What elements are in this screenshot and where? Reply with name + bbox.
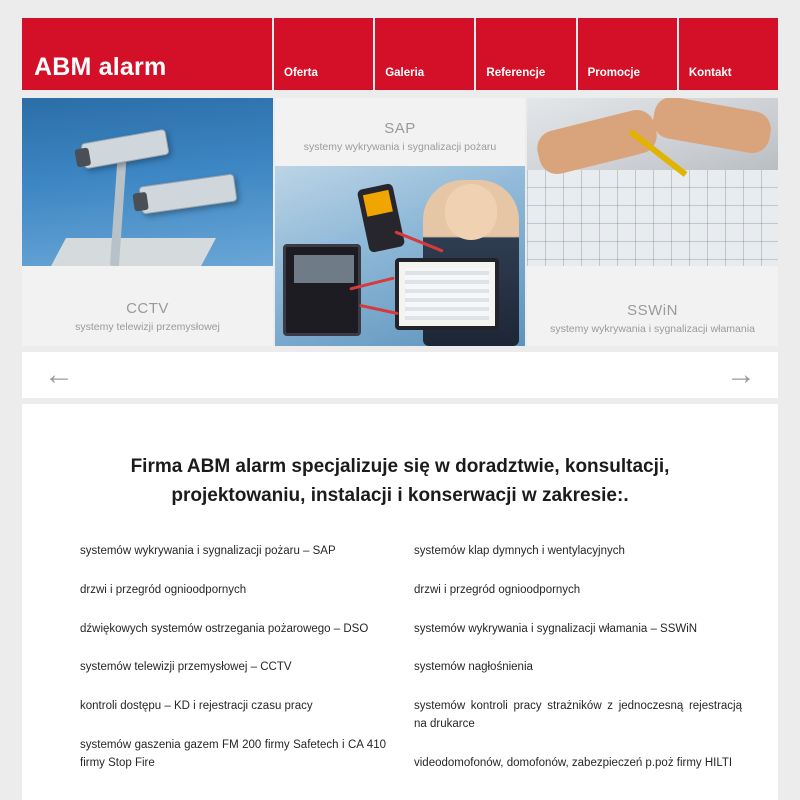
slide-title: SAP	[384, 120, 416, 137]
engineers-blueprint-image	[527, 98, 778, 266]
slide-sswin[interactable]	[527, 98, 778, 346]
nav-label: Oferta	[284, 67, 318, 79]
camera-lens-icon	[74, 147, 91, 167]
main-navigation	[274, 18, 778, 90]
cctv-cameras-image	[22, 98, 273, 266]
hero-slider	[22, 98, 778, 346]
slide-subtitle: systemy wykrywania i sygnalizacji włamania	[550, 322, 755, 335]
list-item: drzwi i przegród ognioodpornych	[414, 583, 581, 596]
main-content	[22, 404, 778, 800]
blueprint-grid	[527, 170, 778, 266]
decor-base	[50, 238, 216, 266]
fire-alarm-equipment-image	[275, 166, 525, 346]
list-item: systemów klap dymnych i wentylacyjnych	[414, 544, 625, 557]
slider-controls	[22, 352, 778, 398]
list-item: systemów wykrywania i sygnalizacji włamania – SSWiN	[414, 622, 698, 635]
list-item: drzwi i przegród ognioodpornych	[80, 583, 247, 596]
slide-subtitle: systemy wykrywania i sygnalizacji pożaru	[303, 141, 497, 153]
list-item: systemów kontroli pracy strażników z jednoczesną rejestracją na drukarce	[414, 700, 742, 730]
list-item: videodomofonów, domofonów, zabezpieczeń p.poż firmy HILTI	[414, 756, 733, 769]
slide-title: SSWiN	[627, 301, 678, 319]
camera-lens-icon	[132, 192, 148, 212]
site-header	[22, 18, 778, 90]
services-columns	[58, 543, 742, 794]
slider-next-icon[interactable]: →	[726, 358, 756, 391]
services-column-right	[414, 543, 742, 794]
handheld-tester-icon	[357, 183, 406, 253]
list-item: kontroli dostępu – KD i rejestracji czasu pracy	[80, 700, 313, 713]
slide-subtitle: systemy telewizji przemysłowej	[75, 320, 220, 333]
services-column-left	[58, 543, 386, 794]
site-logo-text: ABM alarm	[34, 53, 167, 81]
list-item: systemów gaszenia gazem FM 200 firmy Safetech i CA 410 firmy Stop Fire	[80, 738, 386, 769]
nav-label: Promocje	[587, 67, 641, 79]
list-item: systemów telewizji przemysłowej – CCTV	[80, 661, 292, 674]
nav-item-referencje[interactable]	[476, 18, 575, 90]
flow-arrow-icon	[359, 304, 399, 315]
nav-label: Kontakt	[688, 67, 732, 79]
slide-caption	[22, 300, 273, 334]
camera-icon	[139, 173, 238, 214]
slide-sap[interactable]	[275, 98, 525, 346]
slide-cctv[interactable]	[22, 98, 273, 346]
tablet-icon	[395, 258, 499, 330]
list-item: systemów wykrywania i sygnalizacji pożaru – SAP	[80, 544, 336, 557]
nav-label: Galeria	[385, 67, 425, 79]
brand-block[interactable]	[22, 18, 272, 90]
list-item: systemów nagłośnienia	[414, 661, 533, 674]
list-item: dźwiękowych systemów ostrzegania pożarowego – DSO	[80, 622, 369, 635]
page-title: Firma ABM alarm specjalizuje się w doradztwie, konsultacji, projektowaniu, instalacji i konserwacji w zakresie:.	[130, 456, 670, 507]
slider-prev-icon[interactable]: ←	[44, 358, 74, 391]
nav-item-galeria[interactable]	[375, 18, 474, 90]
hand-shape	[650, 98, 774, 156]
slide-caption	[275, 120, 525, 154]
nav-label: Referencje	[486, 67, 546, 79]
slide-title: CCTV	[126, 299, 169, 317]
nav-item-oferta[interactable]	[274, 18, 373, 90]
slide-caption	[527, 302, 778, 336]
nav-item-kontakt[interactable]	[679, 18, 778, 90]
nav-item-promocje[interactable]	[578, 18, 677, 90]
